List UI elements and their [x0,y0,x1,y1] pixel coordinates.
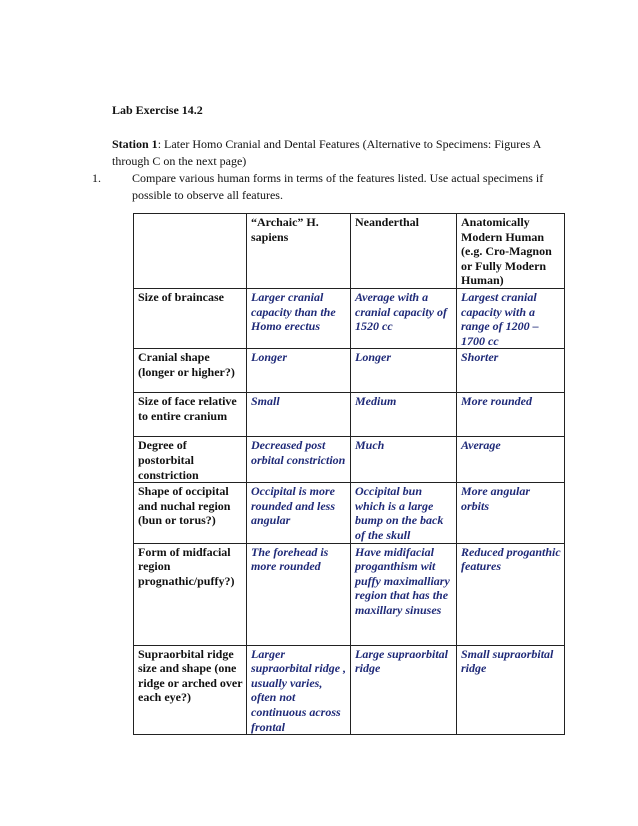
table-header-row [134,214,565,289]
modern-cell: Reduced proganthic features [457,543,565,645]
archaic-cell: Decreased post orbital constriction [247,437,351,483]
header-cell-modern: Anatomically Modern Human (e.g. Cro-Magnon or Fully Modern Human) [457,214,565,289]
feature-cell: Form of midfacial region prognathic/puffy?) [134,543,247,645]
station-text: : Later Homo Cranial and Dental Features (Alternative to Specimens: Figures A through C on the next page) [112,137,541,168]
neanderthal-cell: Longer [351,349,457,393]
feature-cell: Size of face relative to entire cranium [134,393,247,437]
header-cell-feature [134,214,247,289]
modern-cell: Shorter [457,349,565,393]
lab-title: Lab Exercise 14.2 [112,103,203,117]
archaic-cell: The forehead is more rounded [247,543,351,645]
instruction-item [92,170,567,204]
neanderthal-cell: Large supraorbital ridge [351,645,457,735]
archaic-cell: Occipital is more rounded and less angular [247,483,351,543]
modern-cell: Largest cranial capacity with a range of 1200 – 1700 cc [457,289,565,349]
station-label: Station 1 [112,137,158,151]
feature-cell: Degree of postorbital constriction [134,437,247,483]
header-cell-archaic: “Archaic” H. sapiens [247,214,351,289]
feature-cell: Shape of occipital and nuchal region (bun or torus?) [134,483,247,543]
table-row [134,349,565,393]
feature-cell: Size of braincase [134,289,247,349]
archaic-cell: Larger supraorbital ridge , usually varies, often not continuous across frontal [247,645,351,735]
table-row [134,645,565,735]
archaic-cell: Small [247,393,351,437]
item-number: 1. [92,171,101,185]
archaic-cell: Larger cranial capacity than the Homo erectus [247,289,351,349]
header-cell-neanderthal: Neanderthal [351,214,457,289]
neanderthal-cell: Have midifacial proganthism wit puffy maximalliary region that has the maxillary sinuses [351,543,457,645]
modern-cell: Average [457,437,565,483]
item-text: Compare various human forms in terms of the features listed. Use actual specimens if possible to observe all features. [132,171,544,202]
neanderthal-cell: Medium [351,393,457,437]
modern-cell: More angular orbits [457,483,565,543]
archaic-cell: Longer [247,349,351,393]
comparison-table [133,213,565,735]
neanderthal-cell: Occipital bun which is a large bump on the back of the skull [351,483,457,543]
neanderthal-cell: Much [351,437,457,483]
table-row [134,483,565,543]
neanderthal-cell: Average with a cranial capacity of 1520 cc [351,289,457,349]
table-row [134,543,565,645]
table-row [134,393,565,437]
table-row [134,289,565,349]
table-row [134,437,565,483]
modern-cell: More rounded [457,393,565,437]
modern-cell: Small supraorbital ridge [457,645,565,735]
feature-cell: Cranial shape (longer or higher?) [134,349,247,393]
feature-cell: Supraorbital ridge size and shape (one ridge or arched over each eye?) [134,645,247,735]
station-heading [112,136,567,170]
